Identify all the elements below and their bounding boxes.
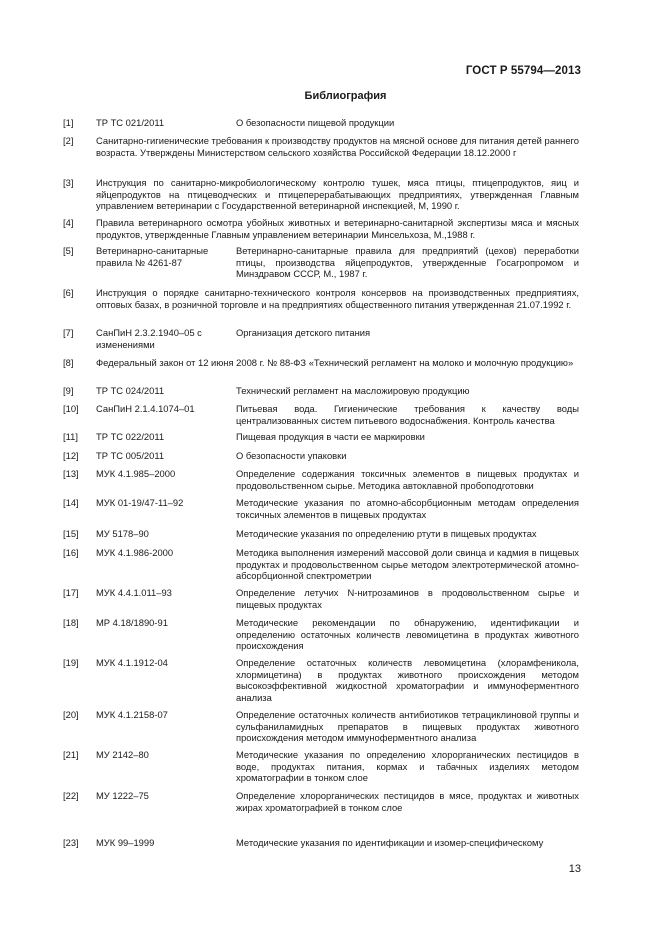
entry-reference: Ветеринарно-санитарные правила № 4261-87 xyxy=(96,245,209,268)
entry-description: Организация детского питания xyxy=(236,327,371,338)
bibliography-entry xyxy=(63,431,579,443)
entry-text: Правила ветеринарного осмотра убойных животных и ветеринарно-санитарной экспертизы мяса и мясных продуктов, утвержденные Главным управлением ветеринарии Минсельхоза, М.,1988 г. xyxy=(96,217,579,240)
entry-number: [18] xyxy=(63,617,79,628)
bibliography-entry xyxy=(63,135,579,158)
bibliography-entry xyxy=(63,528,579,540)
entry-description: Методические указания по идентификации и изомер-специфическому xyxy=(236,837,544,848)
entry-text: Федеральный закон от 12 июня 2008 г. № 88-ФЗ «Технический регламент на молоко и молочную продукцию» xyxy=(96,357,574,368)
entry-number: [6] xyxy=(63,287,74,298)
bibliography-entry xyxy=(63,837,579,849)
bibliography-entry xyxy=(63,403,579,426)
bibliography-entry xyxy=(63,468,579,491)
entry-number: [12] xyxy=(63,450,79,461)
entry-number: [23] xyxy=(63,837,79,848)
bibliography-entry xyxy=(63,587,579,610)
bibliography-entry xyxy=(63,547,579,582)
page-title: Библиография xyxy=(304,90,387,102)
bibliography-entry xyxy=(63,117,579,129)
entry-description: Технический регламент на масложировую продукцию xyxy=(236,385,470,396)
entry-description: Методика выполнения измерений массовой доли свинца и кадмия в пищевых продуктах и продовольственном сырье методом электротермической атомно-абсорбционной спектрометрии xyxy=(236,547,579,582)
bibliography-entry xyxy=(63,217,579,240)
entry-reference: МУ 2142–80 xyxy=(96,749,149,760)
entry-number: [19] xyxy=(63,657,79,668)
entry-number: [14] xyxy=(63,497,79,508)
entry-number: [3] xyxy=(63,177,74,188)
entry-text: Инструкция о порядке санитарно-технического контроля консервов на производственных предприятиях, оптовых базах, в розничной торговле и на предприятиях общественного питания утвержденная 21.07.1992 г. xyxy=(96,287,579,310)
entry-description: Определение содержания токсичных элементов в пищевых продуктах и продовольственном сырье. Методика автоклавной пробоподготовки xyxy=(236,468,579,491)
bibliography-entry xyxy=(63,357,579,369)
entry-description: О безопасности пищевой продукции xyxy=(236,117,395,128)
bibliography-entry xyxy=(63,327,579,350)
entry-description: Пищевая продукция в части ее маркировки xyxy=(236,431,425,442)
entry-number: [15] xyxy=(63,528,79,539)
entry-number: [7] xyxy=(63,327,74,338)
entry-number: [10] xyxy=(63,403,79,414)
entry-number: [4] xyxy=(63,217,74,228)
entry-description: Методические указания по определению ртути в пищевых продуктах xyxy=(236,528,537,539)
entry-reference: МУК 99–1999 xyxy=(96,837,155,848)
entry-number: [22] xyxy=(63,790,79,801)
bibliography-entry xyxy=(63,245,579,280)
entry-number: [21] xyxy=(63,749,79,760)
entry-reference: ТР ТС 005/2011 xyxy=(96,450,165,461)
entry-reference: МУК 4.4.1.011–93 xyxy=(96,587,172,598)
entry-description: Определение остаточных количеств левомицетина (хлорамфеникола, хлормицетина) в продуктах животного происхождения методом высокоэффективной жидкостной хроматографии и иммуноферментного анализа xyxy=(236,657,579,703)
entry-reference: МУК 4.1.986-2000 xyxy=(96,547,174,558)
entry-text: Санитарно-гигиенические требования к производству продуктов на мясной основе для питания детей раннего возраста. Утверждены Министерством сельского хозяйства Российской Федерации 18.12.2000 г xyxy=(96,135,579,158)
entry-reference: МУК 4.1.985–2000 xyxy=(96,468,176,479)
entry-number: [5] xyxy=(63,245,74,256)
entry-description: Ветеринарно-санитарные правила для предприятий (цехов) переработки птицы, производства яйцепродуктов, утвержденные Госагропромом и Минздравом СССР, М., 1987 г. xyxy=(236,245,579,280)
entry-number: [16] xyxy=(63,547,79,558)
entry-number: [17] xyxy=(63,587,79,598)
bibliography-entry xyxy=(63,749,579,784)
entry-reference: СанПиН 2.3.2.1940–05 с изменениями xyxy=(96,327,202,350)
bibliography-entry xyxy=(63,450,579,462)
entry-description: Определение хлорорганических пестицидов в мясе, продуктах и животных жирах хроматографией в тонком слое xyxy=(236,790,579,813)
entry-reference: ТР ТС 024/2011 xyxy=(96,385,165,396)
bibliography-entry xyxy=(63,657,579,703)
entry-number: [1] xyxy=(63,117,74,128)
bibliography-entry xyxy=(63,617,579,652)
bibliography-entry xyxy=(63,709,579,744)
entry-reference: МУ 5178–90 xyxy=(96,528,149,539)
entry-number: [11] xyxy=(63,431,78,442)
entry-reference: МУК 4.1.2158-07 xyxy=(96,709,168,720)
entry-description: О безопасности упаковки xyxy=(236,450,347,461)
entry-reference: ТР ТС 021/2011 xyxy=(96,117,165,128)
entry-description: Определение остаточных количеств антибиотиков тетрациклиновой группы и сульфаниламидных препаратов в пищевых продуктах животного происхождения методом иммуноферментного анализа xyxy=(236,709,579,744)
entry-number: [20] xyxy=(63,709,79,720)
entry-number: [9] xyxy=(63,385,74,396)
entry-reference: СанПиН 2.1.4.1074–01 xyxy=(96,403,195,414)
bibliography-entry xyxy=(63,287,579,310)
entry-reference: МР 4.18/1890-91 xyxy=(96,617,168,628)
bibliography-entry xyxy=(63,497,579,520)
entry-reference: МУК 4.1.1912-04 xyxy=(96,657,168,668)
document-header: ГОСТ Р 55794—2013 xyxy=(465,65,581,77)
entry-description: Методические указания по определению хлорорганических пестицидов в воде, продуктах питания, кормах и табачных изделиях методом хроматографии в тонком слое xyxy=(236,749,579,784)
entry-text: Инструкция по санитарно-микробиологическому контролю тушек, мяса птицы, птицепродуктов, яиц и яйцепродуктов на птицеводческих и птицеперерабатывающих предприятиях, утвержденная Главным управлением ветеринарии с Государственной ветеринарной инспекцией, М, 1990 г. xyxy=(96,177,579,212)
entry-reference: ТР ТС 022/2011 xyxy=(96,431,165,442)
entry-number: [2] xyxy=(63,135,74,146)
entry-description: Методические рекомендации по обнаружению, идентификации и определению остаточных количеств левомицетина в продуктах животного происхождения xyxy=(236,617,579,652)
entry-number: [13] xyxy=(63,468,79,479)
entry-reference: МУК 01-19/47-11–92 xyxy=(96,497,184,508)
bibliography-entry xyxy=(63,385,579,397)
entry-reference: МУ 1222–75 xyxy=(96,790,149,801)
entry-number: [8] xyxy=(63,357,74,368)
entry-description: Питьевая вода. Гигиенические требования к качеству воды централизованных систем питьевого водоснабжения. Контроль качества xyxy=(236,403,579,426)
bibliography-entry xyxy=(63,790,579,813)
bibliography-entry xyxy=(63,177,579,212)
entry-description: Определение летучих N-нитрозаминов в продовольственном сырье и пищевых продуктах xyxy=(236,587,579,610)
page-number: 13 xyxy=(568,863,581,875)
entry-description: Методические указания по атомно-абсорбционным методам определения токсичных элементов в пищевых продуктах xyxy=(236,497,579,520)
